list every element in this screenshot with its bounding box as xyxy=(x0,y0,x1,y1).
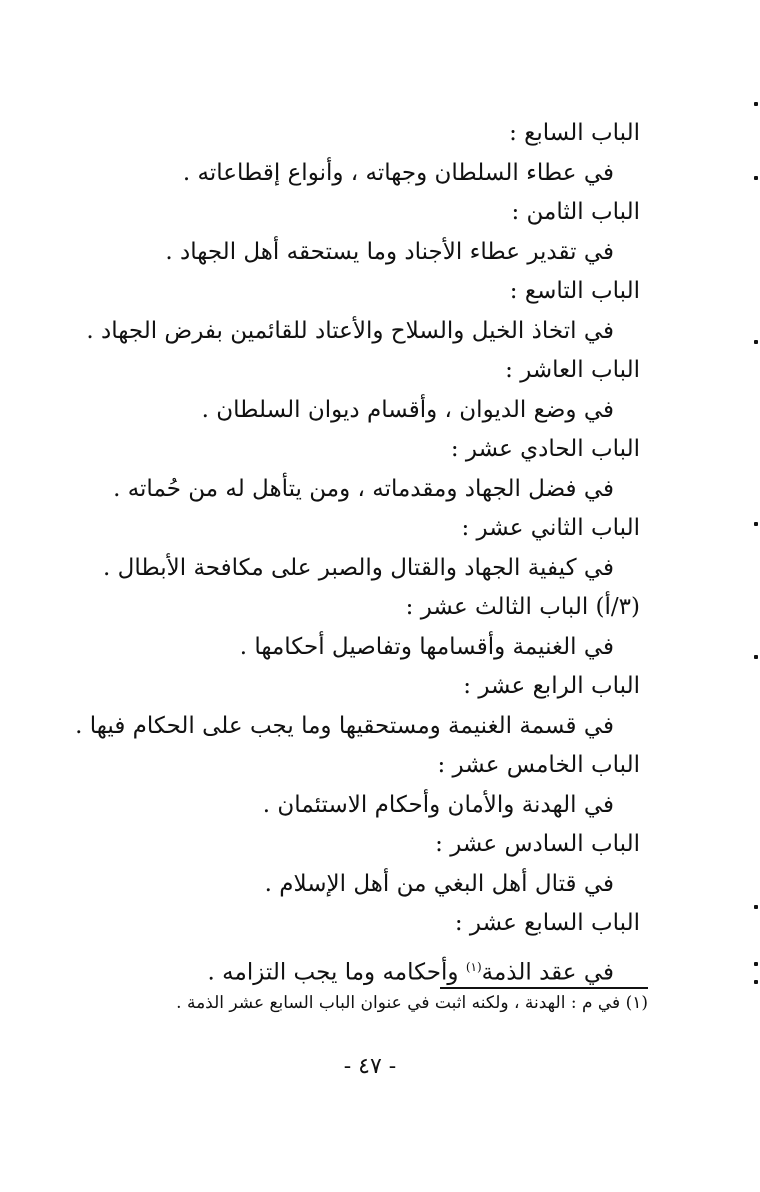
chapter-heading: (٣/أ) الباب الثالث عشر : xyxy=(405,594,640,620)
chapter-heading: الباب التاسع : xyxy=(509,278,640,304)
chapter-heading: الباب الثاني عشر : xyxy=(461,515,640,541)
chapter-heading: الباب الرابع عشر : xyxy=(463,673,640,699)
footnote-divider xyxy=(440,987,648,989)
chapter-heading: الباب السابع عشر : xyxy=(454,910,640,936)
chapter-heading: الباب الحادي عشر : xyxy=(450,436,640,462)
margin-mark xyxy=(754,962,758,966)
chapter-heading: الباب الخامس عشر : xyxy=(437,752,640,778)
chapter-description: في فضل الجهاد ومقدماته ، ومن يتأهل له من حُماته . xyxy=(113,475,614,502)
chapter-description: في قسمة الغنيمة ومستحقيها وما يجب على الحكام فيها . xyxy=(75,712,614,739)
chapter-description: في تقدير عطاء الأجناد وما يستحقه أهل الجهاد . xyxy=(165,238,614,265)
chapter-description: في وضع الديوان ، وأقسام ديوان السلطان . xyxy=(201,396,614,423)
chapter-description: في الغنيمة وأقسامها وتفاصيل أحكامها . xyxy=(239,633,614,660)
chapter-heading: الباب السادس عشر : xyxy=(435,831,640,857)
margin-mark xyxy=(754,655,758,659)
margin-mark xyxy=(754,176,758,180)
footnote-ref: (١) xyxy=(465,960,482,974)
chapter-description: في الهدنة والأمان وأحكام الاستئمان . xyxy=(262,791,614,818)
chapter-description xyxy=(208,950,614,990)
footnote: (١) في م : الهدنة ، ولكنه اثبت في عنوان الباب السابع عشر الذمة . xyxy=(176,993,648,1013)
text-segment: وأحكامه وما يجب التزامه . xyxy=(207,959,466,986)
chapter-heading: الباب الثامن : xyxy=(511,199,640,225)
chapter-description: في كيفية الجهاد والقتال والصبر على مكافحة الأبطال . xyxy=(103,554,614,581)
chapter-heading: الباب العاشر : xyxy=(505,357,640,383)
chapter-description: في اتخاذ الخيل والسلاح والأعتاد للقائمين بفرض الجهاد . xyxy=(86,317,614,344)
margin-mark xyxy=(754,102,758,106)
chapter-heading: الباب السابع : xyxy=(509,120,640,146)
margin-mark xyxy=(754,522,758,526)
chapter-description: في عطاء السلطان وجهاته ، وأنواع إقطاعاته . xyxy=(182,159,614,186)
margin-mark xyxy=(754,340,758,344)
chapter-description: في قتال أهل البغي من أهل الإسلام . xyxy=(264,870,614,897)
text-segment: في عقد الذمة xyxy=(481,959,614,986)
page-number: - ٤٧ - xyxy=(343,1054,397,1079)
margin-mark xyxy=(754,905,758,909)
margin-mark xyxy=(754,980,758,984)
